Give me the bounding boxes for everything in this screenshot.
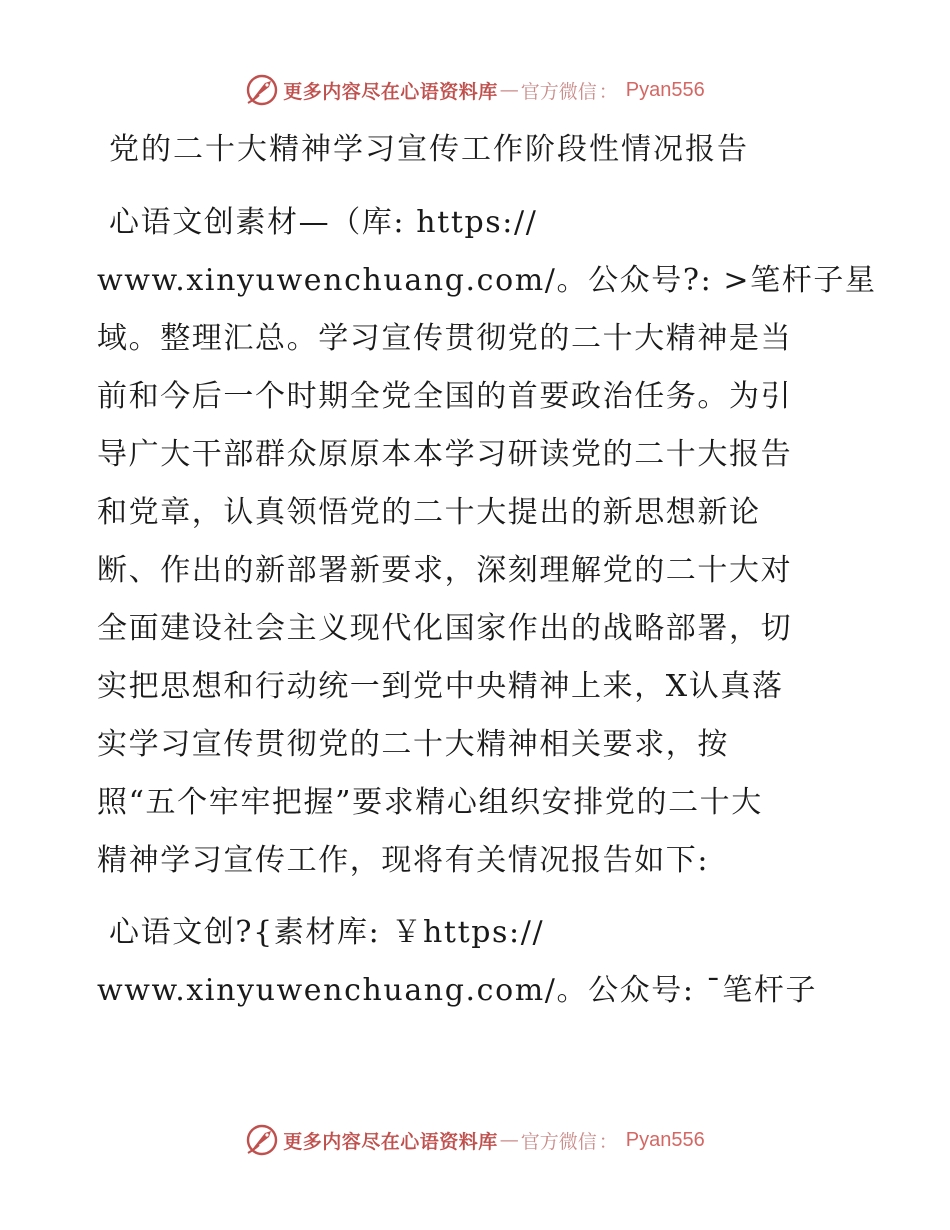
footer-banner <box>0 1120 950 1160</box>
banner-separator: — <box>499 1129 519 1151</box>
banner-text: 更多内容尽在心语资料库 <box>283 80 498 103</box>
text-line: 断、作出的新部署新要求，深刻理解党的二十大对 <box>97 553 793 588</box>
banner-wechat-handle: Pyan556 <box>625 78 705 101</box>
document-title: 党的二十大精神学习宣传工作阶段性情况报告 <box>109 132 749 167</box>
banner-text: 更多内容尽在心语资料库 <box>283 1130 498 1153</box>
banner-wechat-handle: Pyan556 <box>625 1128 705 1151</box>
banner-official-label: 官方微信 <box>520 80 597 103</box>
title-gap <box>97 180 857 194</box>
text-line: 域。整理汇总。学习宣传贯彻党的二十大精神是当 <box>97 321 793 356</box>
text-line: 导广大干部群众原原本本学习研读党的二十大报告 <box>97 437 793 472</box>
banner-official-label: 官方微信 <box>520 1130 597 1153</box>
text-line: 照“五个牢牢把握”要求精心组织安排党的二十大 <box>97 785 763 820</box>
text-line: www.xinyuwenchuang.com/。公众号?: >笔杆子星 <box>97 263 877 298</box>
text-line: 实学习宣传贯彻党的二十大精神相关要求，按 <box>97 727 729 762</box>
banner-colon: ： <box>598 1130 618 1153</box>
paragraph-gap <box>97 890 857 904</box>
text-line: 精神学习宣传工作，现将有关情况报告如下: <box>97 843 710 878</box>
document-body <box>97 120 877 1020</box>
text-line: 实把思想和行动统一到党中央精神上来，X认真落 <box>97 669 784 704</box>
text-line: 心语文创?{素材库: ￥https:// <box>109 915 545 950</box>
banner-colon: ： <box>598 80 618 103</box>
pen-nib-logo-icon <box>245 1123 279 1157</box>
banner-separator: — <box>499 79 519 101</box>
text-line: 前和今后一个时期全党全国的首要政治任务。为引 <box>97 379 793 414</box>
pen-nib-logo-icon <box>245 73 279 107</box>
header-banner <box>0 70 950 110</box>
text-line: 全面建设社会主义现代化国家作出的战略部署，切 <box>97 611 793 646</box>
text-line: www.xinyuwenchuang.com/。公众号: ¯笔杆子 <box>97 973 818 1008</box>
text-line: 心语文创素材—（库: https:// <box>109 205 538 240</box>
text-line: 和党章，认真领悟党的二十大提出的新思想新论 <box>97 495 761 530</box>
